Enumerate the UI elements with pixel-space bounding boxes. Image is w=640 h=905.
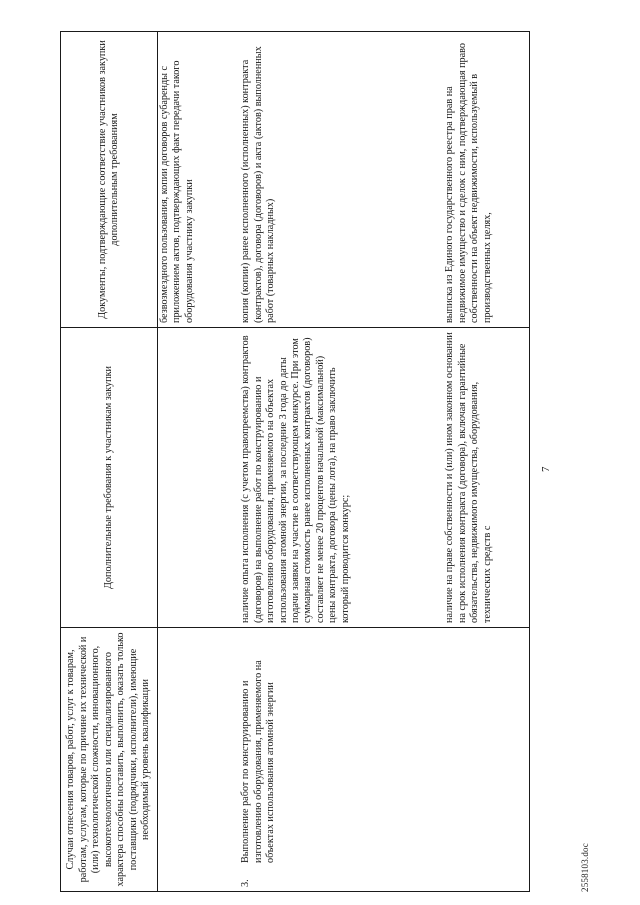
row3-req2-text: наличие на праве собственности и (или) ином законном основании на срок исполнения контракта (договора), включая гарантийные обязательства, недвижимого имущества, оборудования, технических средств с — [444, 332, 493, 623]
cont-doc-text: безвозмездного пользования, копии договоров субаренды с приложением актов, подтверждающих факт передачи такого оборудования участнику закупки — [159, 60, 195, 323]
row3-req1-cell — [239, 328, 427, 628]
cont-req-cell — [158, 328, 224, 628]
table-header-row — [61, 32, 158, 892]
header-cases: Случаи отнесения товаров, работ, услуг к товарам, работам, услугам, которые по причине их технической и (или) технологической сложности, инновационного, высокотехнологичного или специализированного характера способны поставить, выполнить, оказать только поставщики (подрядчики, исполнители), имеющие необходимый уровень квалификации — [61, 628, 158, 892]
requirements-table — [60, 31, 530, 892]
table-spacer — [427, 32, 443, 892]
row3-req1-text: наличие опыта исполнения (с учетом правопреемства) контрактов (договоров) на выполнение работ по конструированию и изготовлению оборудования, применяемого на объектах использования атомной энергии, за последние 3 года до даты подачи заявки на участие в соответствующем конкурсе. При этом суммарная стоимость ранее исполненных контрактов (договоров) составляет не менее 20 процентов начальной (максимальной) цены контракта, договора (цены лота), на право заключить который проводится конкурс; — [240, 335, 351, 623]
document-code: 2558103.doc — [580, 843, 590, 892]
cont-case-cell — [158, 628, 224, 892]
table-row-3a — [239, 32, 427, 892]
table-row-continuation — [158, 32, 224, 892]
row3-case-text: Выполнение работ по конструированию и изготовлению оборудования, применяемого на объектах использования атомной энергии — [240, 660, 277, 863]
rotated-sheet — [60, 32, 590, 892]
row3-case-cell — [239, 628, 427, 892]
header-documents: Документы, подтверждающие соответствие участников закупки дополнительным требованиям — [61, 32, 158, 328]
row3-req2-cell — [443, 328, 529, 628]
row3b-case-cell — [443, 628, 529, 892]
table-row-3b — [443, 32, 529, 892]
header-requirements: Дополнительные требования к участникам закупки — [61, 328, 158, 628]
row3-number: 3. — [240, 879, 252, 887]
table-spacer — [223, 32, 239, 892]
page-number: 7 — [540, 466, 552, 472]
row3-doc1-cell — [239, 32, 427, 328]
row3-doc2-text: выписка из Единого государственного реестра прав на недвижимое имущество и сделок с ним, подтверждающая право собственности на объект недвижимости, используемый в производственных целях, — [444, 43, 493, 323]
row3-doc2-cell — [443, 32, 529, 328]
cont-doc-cell — [158, 32, 224, 328]
row3-doc1-text: копия (копии) ранее исполненного (исполненных) контракта (контрактов), договора (договоров) и акта (актов) выполненных работ (товарных накладных) — [240, 46, 277, 323]
